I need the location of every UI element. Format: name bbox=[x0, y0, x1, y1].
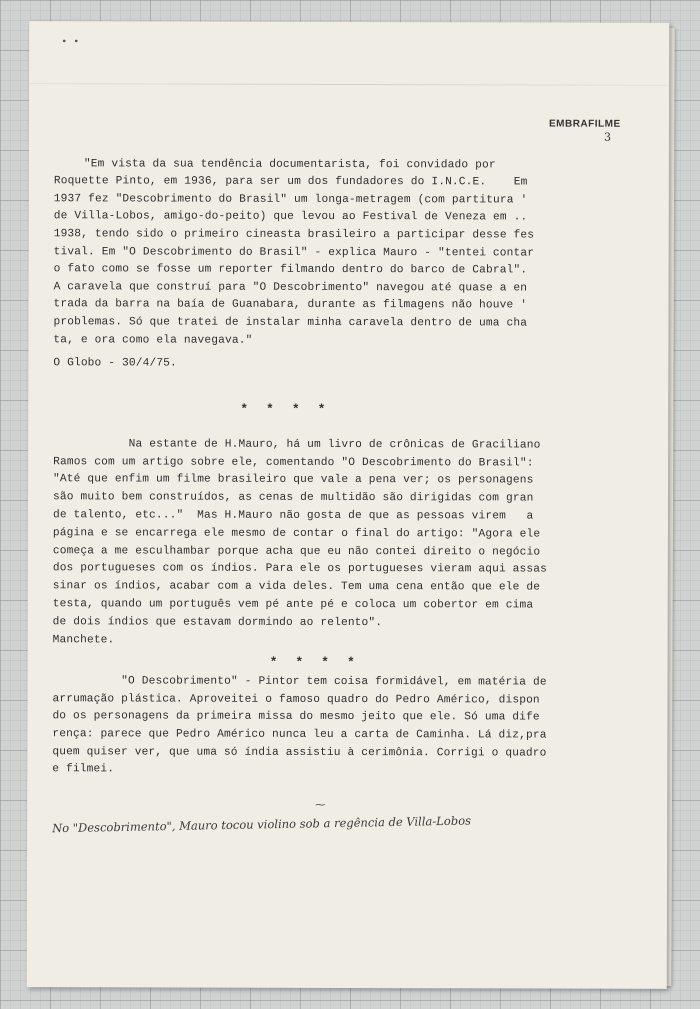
source-1-line: O Globo - 30/4/75. bbox=[53, 357, 177, 370]
quote-3-line: e filmei. bbox=[52, 763, 115, 776]
quote-2-line: começa a me esculhambar porque acha que eu não contei direito o negócio bbox=[52, 545, 541, 559]
separator-2: **** bbox=[269, 654, 373, 671]
quote-1-line: 1938, tendo sido o primeiro cineasta brasileiro a participar desse fes bbox=[53, 228, 535, 242]
paper-fold bbox=[29, 83, 669, 86]
quote-3-line: quem quiser ver, que uma só índia assistiu à cerimônia. Corrigi o quadro bbox=[52, 746, 547, 760]
separator-1: **** bbox=[240, 401, 344, 417]
quote-2-line: dos portugueses com os índios. Para ele os portugueses vieram aqui assas bbox=[52, 562, 548, 576]
quote-1-line: problemas. Só que tratei de instalar minha caravela dentro de uma cha bbox=[53, 316, 528, 330]
quote-2-line: de dois índios que estavam dormindo ao relento". bbox=[52, 616, 383, 630]
page-number: 3 bbox=[603, 130, 611, 144]
handwritten-note: No "Descobrimento", Mauro tocou violino sob a regência de Villa-Lobos bbox=[52, 813, 472, 836]
handwritten-tick: ⁓ bbox=[315, 799, 326, 811]
quote-1-line: trada da barra na baía de Guanabara, durante as filmagens não houve ' bbox=[53, 298, 528, 312]
quote-2-line: sinar os índios, acabar com a vida deles. Tem uma cena então que ele de bbox=[52, 580, 541, 594]
quote-2-line: de talento, etc..." Mas H.Mauro não gosta de que as pessoas virem a bbox=[52, 509, 534, 523]
quote-3-line: rença: parece que Pedro Américo nunca leu a carta de Caminha. Lá diz,pra bbox=[52, 728, 547, 742]
quote-1-line: Roquette Pinto, em 1936, para ser um dos fundadores do I.N.C.E. Em bbox=[53, 175, 528, 189]
quote-2-line: página e se encarrega ele mesmo de contar o final do artigo: "Agora ele bbox=[52, 527, 541, 541]
quote-3-line: do os personagens da primeira missa do mesmo jeito que ele. Só uma dife bbox=[52, 710, 540, 724]
quote-2-line: Na estante de H.Mauro, há um livro de crônicas de Graciliano bbox=[53, 438, 541, 452]
quote-3-line: "O Descobrimento" - Pintor tem coisa formidável, em matéria de bbox=[52, 675, 547, 689]
letterhead: EMBRAFILME bbox=[548, 118, 621, 130]
punch-marks: • • bbox=[61, 37, 80, 49]
quote-1-line: de Villa-Lobos, amigo-do-peito) que levou ao Festival de Veneza em .. bbox=[53, 210, 528, 224]
quote-1-line: "Em vista da sua tendência documentarista, foi convidado por bbox=[83, 158, 496, 172]
source-2-line: Manchete. bbox=[52, 634, 115, 647]
quote-2-line: são muito bem construídos, as cenas de multidão são dirigidas com gran bbox=[53, 491, 534, 505]
quote-1-line: A caravela que construí para "O Descobrimento" navegou até quase a en bbox=[53, 281, 528, 295]
quote-1-line: o fato como se fosse um reporter filmando dentro do barco de Cabral". bbox=[53, 263, 528, 277]
typewritten-page bbox=[27, 21, 670, 989]
quote-2-line: testa, quando um português vem pé ante pé e coloca um cobertor em cima bbox=[52, 598, 534, 612]
quote-1-line: tival. Em "O Descobrimento do Brasil" - explica Mauro - "tentei contar bbox=[53, 246, 535, 260]
quote-3-line: arrumação plástica. Aproveitei o famoso quadro do Pedro Américo, dispon bbox=[52, 693, 540, 707]
quote-1-line: 1937 fez "Descobrimento do Brasil" um longa-metragem (com partitura ' bbox=[53, 193, 528, 207]
quote-2-line: Ramos com um artigo sobre ele, comentando "O Descobrimento do Brasil": bbox=[53, 456, 534, 470]
quote-2-line: "Até que enfim um filme brasileiro que vale a pena ver; os personagens bbox=[53, 473, 534, 487]
quote-1-line: ta, e ora como ela navegava." bbox=[53, 334, 253, 347]
